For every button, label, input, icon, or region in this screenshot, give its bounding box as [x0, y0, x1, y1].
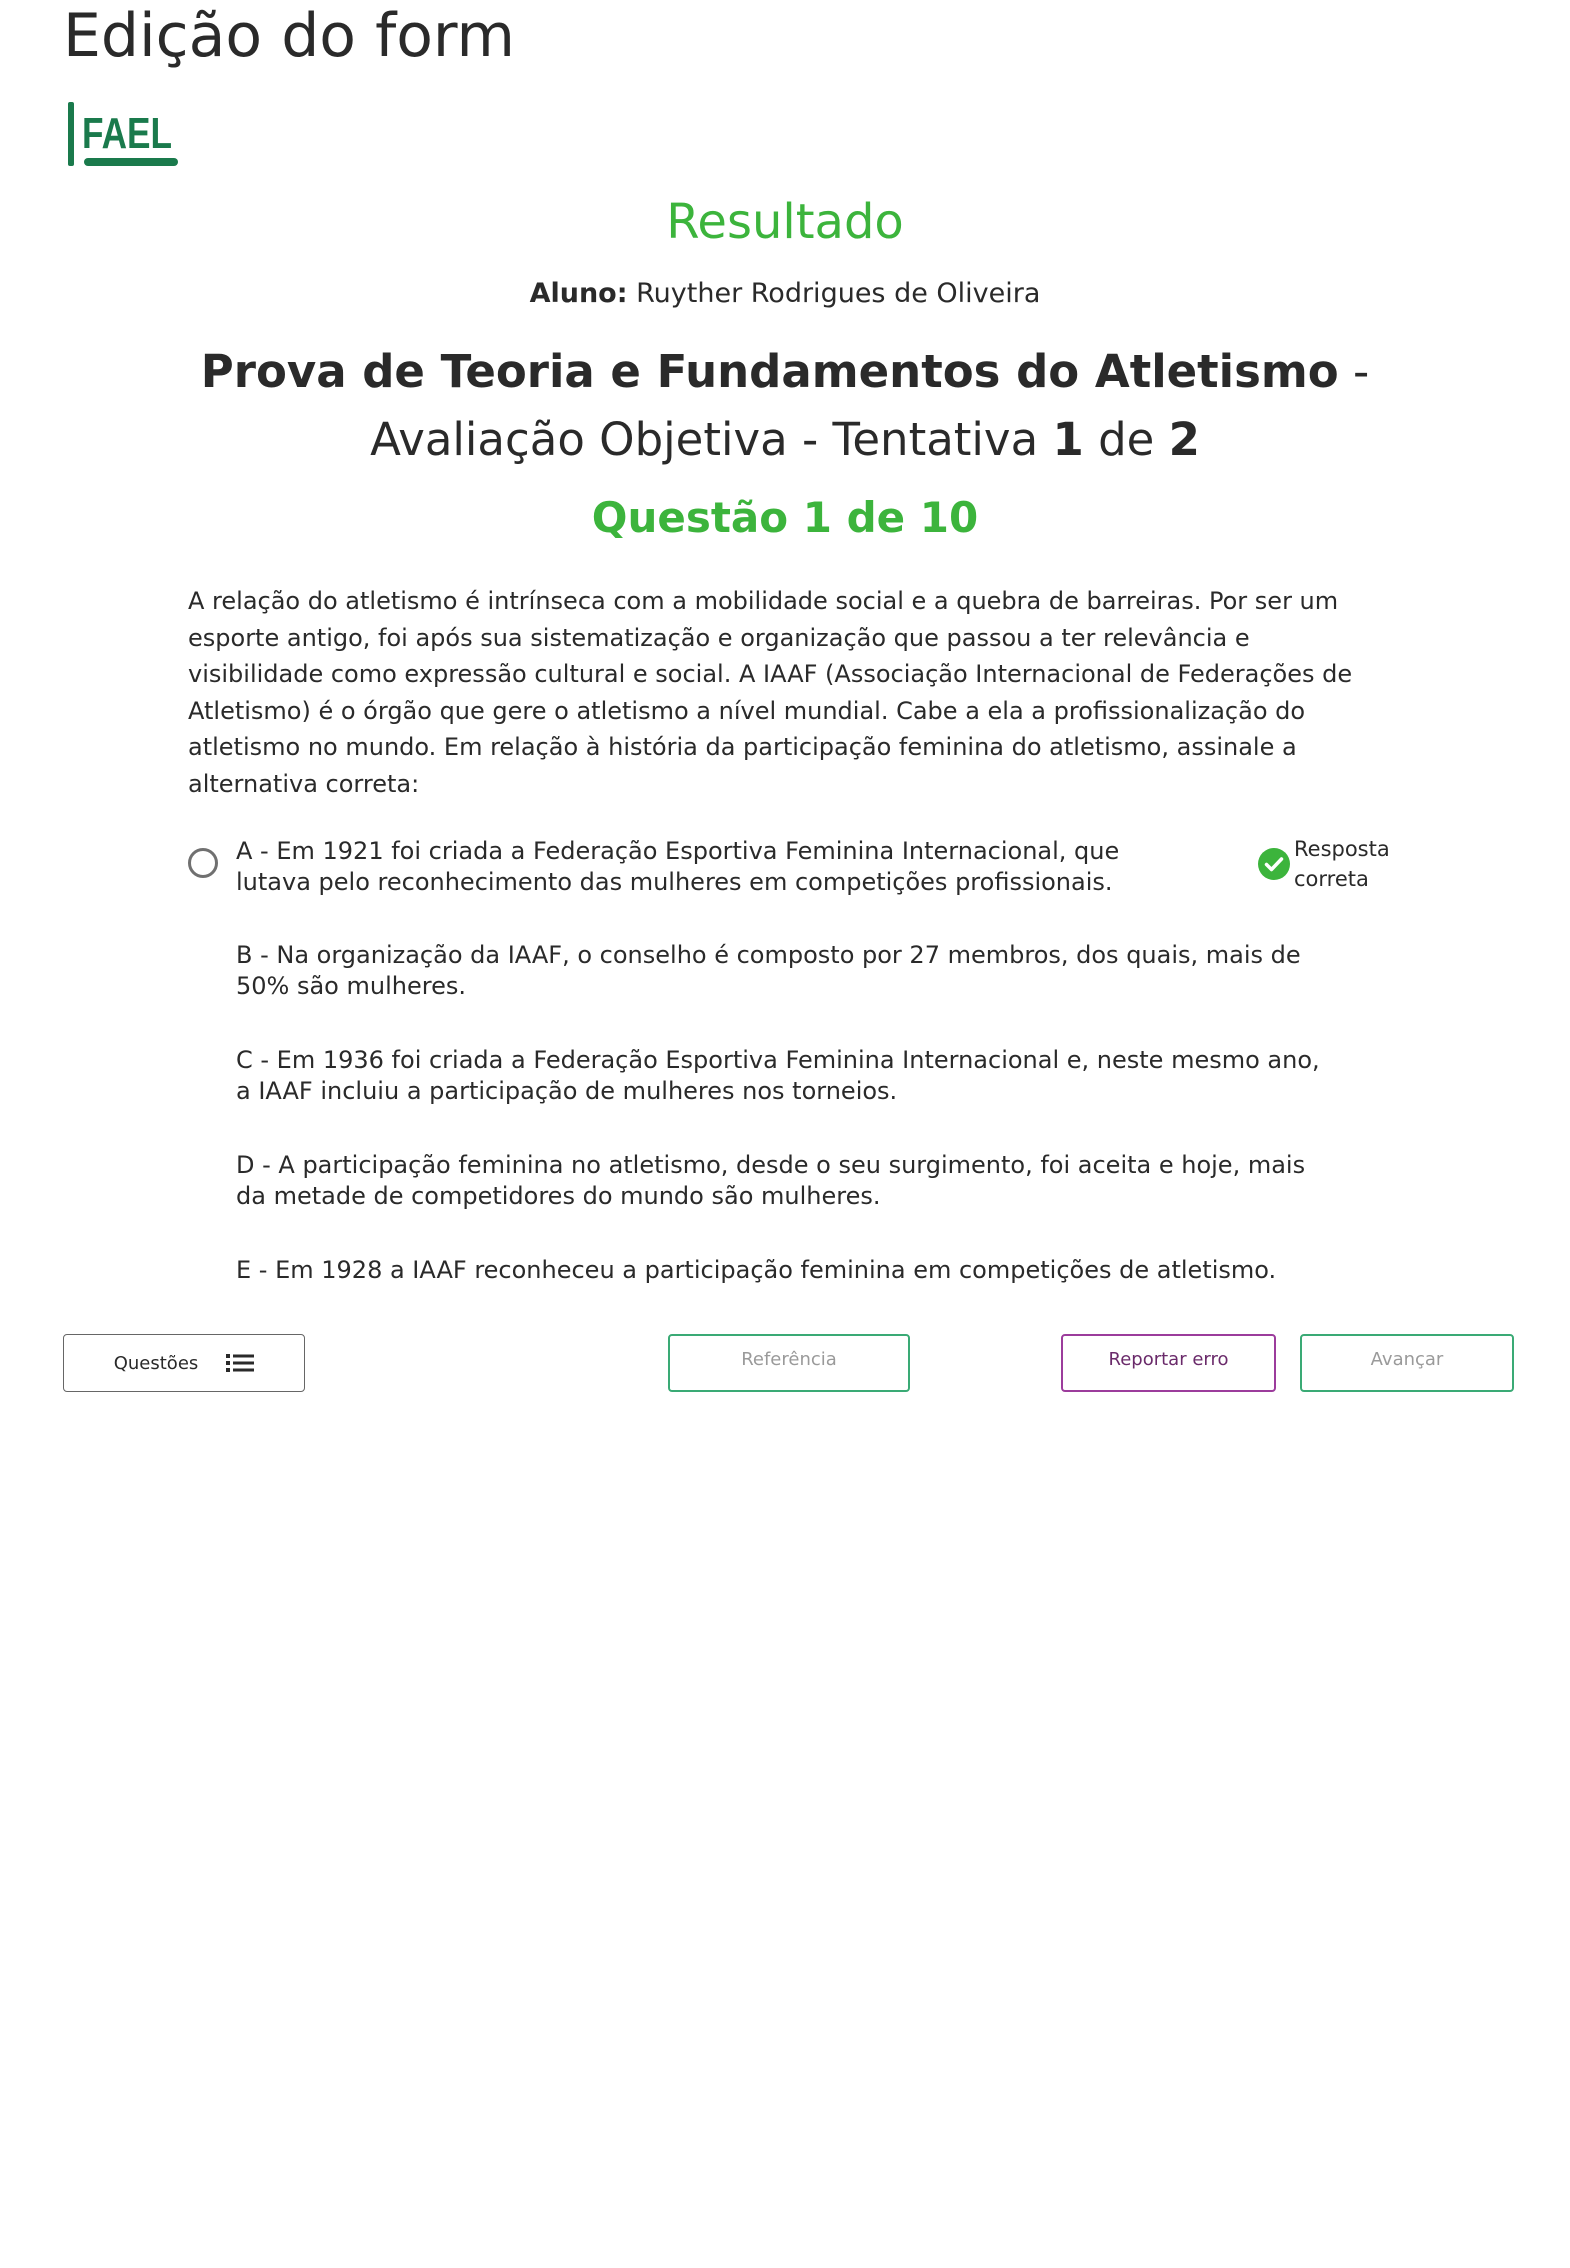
exam-subtitle: Avaliação Objetiva - Tentativa	[370, 413, 1053, 466]
student-line	[0, 276, 1570, 312]
attempt-total: 2	[1168, 413, 1200, 466]
question-counter: Questão 1 de 10	[591, 493, 979, 542]
student-label: Aluno:	[529, 278, 628, 309]
report-error-button[interactable]: Reportar erro	[1061, 1334, 1276, 1392]
exam-title-separator: -	[1338, 345, 1370, 398]
attempt-of: de	[1083, 413, 1169, 466]
reference-button[interactable]: Referência	[668, 1334, 910, 1392]
questions-button[interactable]	[63, 1334, 305, 1392]
attempt-current: 1	[1052, 413, 1084, 466]
list-icon	[226, 1353, 254, 1373]
result-title: Resultado	[666, 194, 904, 250]
next-button[interactable]: Avançar	[1300, 1334, 1514, 1392]
exam-title	[0, 338, 1570, 474]
option-a[interactable]: A - Em 1921 foi criada a Federação Esportiva Feminina Internacional, que lutava pelo reconhecimento das mulheres em competições profissionais.	[236, 837, 1120, 896]
page-heading: Edição do form	[63, 1, 515, 71]
check-circle-icon	[1258, 848, 1290, 880]
question-text: A relação do atletismo é intrínseca com a mobilidade social e a quebra de barreiras. Por ser um esporte antigo, foi após sua sistematização e organização que passou a ter relevância e visibilidade como expressão cultural e social. A IAAF (Associação Internacional de Federações de Atletismo) é o órgão que gere o atletismo a nível mundial. Cabe a ela a profissionalização do atletismo no mundo. Em relação à história da participação feminina do atletismo, assinale a alternativa correta:	[188, 587, 1353, 798]
fael-logo	[68, 100, 183, 170]
option-c[interactable]: C - Em 1936 foi criada a Federação Esportiva Feminina Internacional e, neste mesmo ano, a IAAF incluiu a participação de mulheres nos torneios.	[236, 1046, 1320, 1105]
exam-title-main: Prova de Teoria e Fundamentos do Atletismo	[200, 345, 1339, 398]
option-d[interactable]: D - A participação feminina no atletismo, desde o seu surgimento, foi aceita e hoje, mais da metade de competidores do mundo são mulheres.	[236, 1151, 1306, 1210]
option-a-radio[interactable]	[188, 848, 218, 878]
option-b[interactable]: B - Na organização da IAAF, o conselho é composto por 27 membros, dos quais, mais de 50% são mulheres.	[236, 941, 1301, 1000]
logo-text: FAEL	[82, 109, 172, 158]
correct-answer-label: Resposta correta	[1294, 837, 1390, 891]
questions-button-label: Questões	[113, 1352, 199, 1374]
student-name: Ruyther Rodrigues de Oliveira	[636, 278, 1041, 309]
option-e[interactable]: E - Em 1928 a IAAF reconheceu a participação feminina em competições de atletismo.	[236, 1256, 1277, 1284]
